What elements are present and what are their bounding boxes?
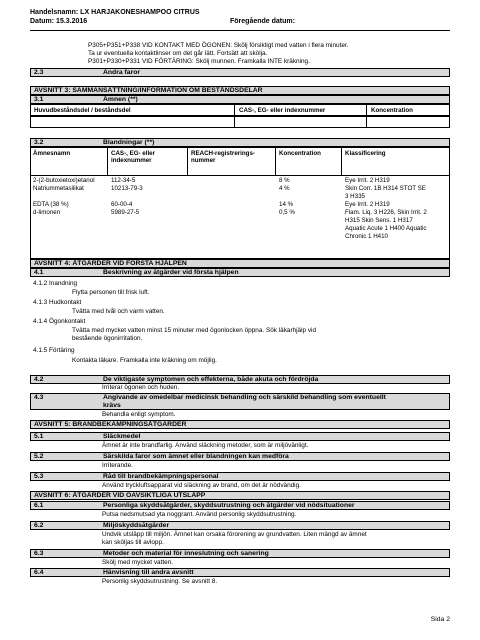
subsection-3-1 [30, 95, 450, 104]
subsection-number: 3.1 [34, 96, 44, 103]
subsection-6-3 [30, 549, 450, 558]
cas-number: 60-00-4 [111, 201, 133, 208]
subsection-number: 5.3 [34, 473, 44, 480]
item-text: Kontakta läkare. Framkalla inte kräkning om möjlig. [72, 357, 217, 364]
section-5-header [30, 420, 450, 429]
item-text: bestående ögonirritation. [72, 335, 143, 342]
classification: Aquatic Acute 1 H400 Aquatic [345, 225, 427, 232]
substance-name: 2-(2-butoxietoxi)etanol [33, 177, 95, 184]
subsection-number: 5.1 [34, 433, 44, 440]
substance-table-header [30, 104, 450, 116]
subsection-text: Ämnet är inte brandfarlig. Använd släckning metoder, som är miljövänligt. [102, 442, 309, 449]
section-6-header [30, 491, 450, 500]
subsection-title: Metoder och material för inneslutning och sanering [103, 550, 269, 557]
column-divider [187, 148, 188, 175]
section-title: AVSNITT 6: ÅTGÄRDER VID OAVSIKTLIGA UTSLÄPP [34, 492, 206, 499]
subsection-text: Putsa nedsmutsad yta noggrant. Använd personlig skyddsutrustning. [102, 511, 297, 518]
subsection-title: Ämnen (**) [103, 96, 138, 103]
previous-date: Föregående datum: [230, 18, 295, 25]
classification: 3 H335 [345, 193, 365, 200]
header-divider [30, 30, 450, 31]
subsection-text: kan sköljas till avlopp. [102, 539, 164, 546]
subsection-number: 5.2 [34, 453, 44, 460]
concentration: 4 % [279, 185, 290, 192]
column-header-classification: Klassificering [345, 150, 386, 157]
subsection-title: De viktigaste symptomen och effekterna, både akuta och fördröjda [103, 376, 319, 383]
column-header: Huvudbeståndsdel / beståndsdel [34, 107, 131, 114]
concentration: 8 % [279, 177, 290, 184]
subsection-4-2 [30, 375, 450, 384]
cas-number: 5989-27-5 [111, 209, 140, 216]
column-divider [234, 117, 235, 127]
subsection-text: Behandla enligt symptom. [102, 411, 176, 418]
mixture-table [30, 147, 450, 259]
column-divider [366, 117, 367, 127]
subsection-3-2 [30, 138, 450, 147]
subsection-number: 3.2 [34, 139, 44, 146]
subsection-title: Råd till brandbekämpningspersonal [103, 473, 219, 480]
subsection-6-4 [30, 568, 450, 577]
section-3-header [30, 86, 450, 95]
document-header [30, 8, 450, 26]
concentration: 14 % [279, 201, 294, 208]
column-header-name: Ämnesnamn [33, 150, 71, 157]
subsection-text: Irriterande. [102, 462, 133, 469]
subsection-title: Angivande av omedelbar medicinsk behandling och särskild behandling som eventuellt [103, 394, 386, 401]
column-header: CAS-, EG- eller indexnummer [239, 107, 326, 114]
document-date: Datum: 15.3.2016 [30, 18, 88, 25]
cas-number: 10213-79-3 [111, 185, 143, 192]
column-header-reach: REACH-registrerings-nummer [191, 150, 255, 165]
subsection-title: Andra faror [103, 69, 141, 76]
subsection-title: Miljöskyddsåtgärder [103, 522, 170, 529]
subsection-title: Personliga skyddsåtgärder, skyddsutrustning och åtgärder vid nödsituationer [103, 502, 355, 509]
item-text: Flytta personen till frisk luft. [72, 289, 150, 296]
item-label: 4.1.4 Ögonkontakt [33, 318, 86, 325]
column-divider [107, 148, 108, 175]
subsection-text: Irriterar ögonen och huden. [102, 384, 180, 391]
substance-name: d-limonen [33, 209, 61, 216]
classification: Eye Irrit. 2 H319 [345, 177, 390, 184]
section-4-header [30, 259, 450, 268]
subsection-number: 6.3 [34, 550, 44, 557]
subsection-4-3 [30, 393, 450, 410]
classification: Flam. Liq. 3 H226, Skin Irrit. 2 [345, 209, 427, 216]
subsection-number: 6.2 [34, 522, 44, 529]
precaution-line: P301+P330+P331 VID FÖRTÄRING: Skölj munnen. Framkalla INTE kräkning. [88, 58, 310, 65]
subsection-5-1 [30, 432, 450, 441]
subsection-title: Släckmedel [103, 433, 141, 440]
section-title: AVSNITT 3: SAMMANSÄTTNING/INFORMATION OM BESTÅNDSDELAR [34, 87, 263, 94]
subsection-6-2 [30, 521, 450, 530]
subsection-text: Personlig skyddsutrustning. Se avsnitt 8. [102, 578, 218, 585]
subsection-6-1 [30, 501, 450, 510]
section-title: AVSNITT 5: BRANDBEKÄMPNINGSÅTGÄRDER [34, 421, 187, 428]
column-divider [234, 105, 235, 115]
substance-name: Natriummetasilikat [33, 185, 84, 192]
subsection-text: Använd tryckluftsapparat vid släckning av brand, om det är nödvändig. [102, 482, 301, 489]
column-divider [366, 105, 367, 115]
precaution-line: P305+P351+P338 VID KONTAKT MED ÖGONEN: Skölj försiktigt med vatten i flera minuter. [88, 42, 349, 49]
header-divider [31, 175, 449, 176]
item-text: Tvätta med tvål och varm vatten. [72, 308, 165, 315]
classification: Chronic 1 H410 [345, 233, 388, 240]
subsection-number: 2.3 [34, 69, 44, 76]
item-label: 4.1.5 Förtäring [33, 347, 75, 354]
item-label: 4.1.2 Inandning [33, 280, 78, 287]
subsection-number: 6.4 [34, 569, 44, 576]
column-divider [275, 148, 276, 175]
subsection-title: krävs [103, 402, 121, 409]
column-header-concentration: Koncentration [279, 150, 321, 157]
subsection-title: Hänvisning till andra avsnitt [103, 569, 194, 576]
section-title: AVSNITT 4: ÅTGÄRDER VID FÖRSTA HJÄLPEN [34, 260, 187, 267]
subsection-number: 4.1 [34, 269, 44, 276]
page-number: Sida 2 [430, 616, 450, 623]
substance-name: EDTA (38 %) [33, 201, 69, 208]
subsection-text: Skölj med mycket vatten. [102, 559, 174, 566]
subsection-5-2 [30, 452, 450, 461]
subsection-text: Undvik utsläpp till miljön. Ämnet kan orsaka förorening av grundvatten. Liten mängd av ämnet [102, 531, 367, 538]
subsection-number: 6.1 [34, 502, 44, 509]
concentration: 0,5 % [279, 209, 295, 216]
subsection-4-1 [30, 268, 450, 277]
cas-number: 112-34-5 [111, 177, 136, 184]
item-text: Tvätta med mycket vatten minst 15 minuter med ögonlocken öppna. Sök läkarhjälp vid [72, 327, 317, 334]
subsection-5-3 [30, 472, 450, 481]
substance-table-empty-row [30, 116, 450, 128]
subsection-title: Blandningar (**) [103, 139, 155, 146]
subsection-title: Beskrivning av åtgärder vid första hjälpen [103, 269, 239, 276]
column-header-cas: CAS-, EG- eller indexnummer [111, 150, 156, 165]
subsection-number: 4.2 [34, 376, 44, 383]
subsection-2-3 [30, 68, 450, 77]
classification: H315 Skin Sens. 1 H317 [345, 217, 413, 224]
precaution-line: Ta ur eventuella kontaktlinser om det går lätt. Fortsätt att skölja. [88, 50, 268, 57]
column-divider [341, 148, 342, 175]
trade-name: Handelsnamn: LX HARJAKONESHAMPOO CITRUS [30, 9, 200, 16]
classification: Eye Irrit. 2 H319 [345, 201, 390, 208]
subsection-number: 4.3 [34, 394, 44, 401]
classification: Skin Corr. 1B H314 STOT SE [345, 185, 426, 192]
subsection-title: Särskilda faror som ämnet eller blandningen kan medföra [103, 453, 289, 460]
column-header: Koncentration [371, 107, 413, 114]
item-label: 4.1.3 Hudkontakt [33, 299, 82, 306]
